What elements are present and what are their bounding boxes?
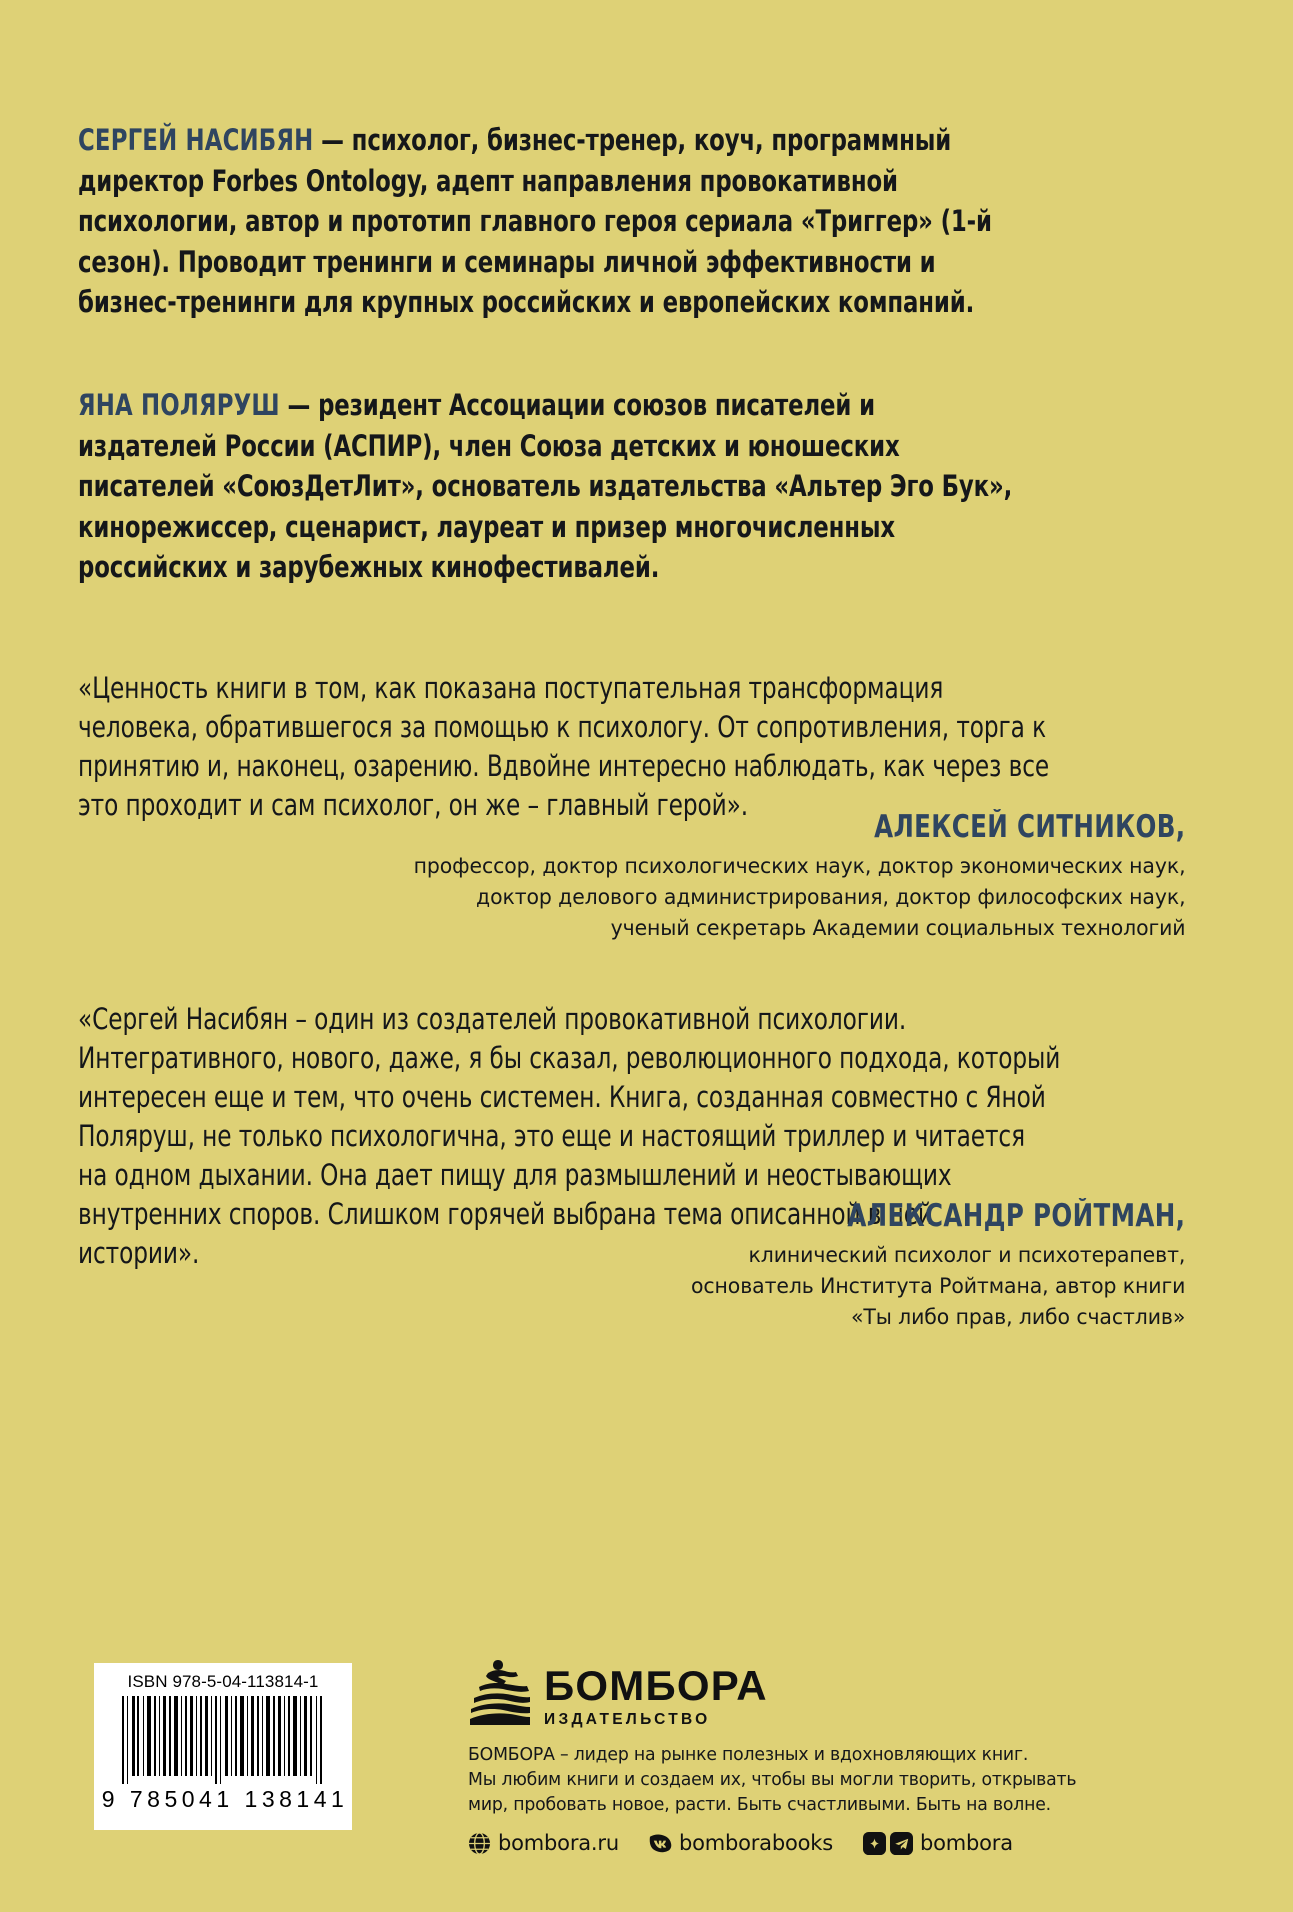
author-name-nasibyan: СЕРГЕЙ НАСИБЯН [78, 123, 314, 157]
telegram-icon [890, 1832, 913, 1855]
publisher-blurb-line-3: мир, пробовать новое, расти. Быть счастливыми. Быть на волне. [468, 1794, 1051, 1815]
social-messengers[interactable] [863, 1831, 1013, 1855]
social-icon-pair [863, 1832, 913, 1855]
reviewer-role-sitnikov-line-2: доктор делового администрирования, доктор философских наук, [475, 885, 1185, 910]
social-messengers-label: bombora [919, 1831, 1013, 1855]
author-bio-text-nasibyan: — психолог, бизнес-тренер, коуч, программный директор Forbes Ontology, адепт направления провокативной психологии, автор и прототип главного героя сериала «Триггер» (1-й сезон). Проводит тренинги и семинары личной эффективности и бизнес-тренинги для крупных российских и европейских компаний. [78, 123, 992, 319]
reviewer-role-roytman-line-2: основатель Института Ройтмана, автор книги [690, 1274, 1185, 1299]
reviewer-name-roytman: АЛЕКСАНДР РОЙТМАН, [847, 1198, 1185, 1234]
social-vk[interactable] [649, 1831, 833, 1855]
isbn-barcode-block [94, 1663, 352, 1830]
publisher-logo-row [468, 1657, 1168, 1729]
publisher-block [468, 1657, 1168, 1855]
barcode-bars-icon [120, 1696, 326, 1784]
social-website[interactable] [468, 1831, 619, 1855]
review-attribution-1 [373, 809, 1185, 944]
review-quote-2: «Сергей Насибян – один из создателей провокативной психологии. Интегративного, нового, даже, я бы сказал, революционного подхода, который интересен еще и тем, что очень системен. Книга, созданная совместно с Яной Поляруш, не только психологична, это еще и настоящий триллер и читается на одном дыхании. Она дает пищу для размышлений и неостывающих внутренних споров. Слишком горячей выбрана тема описанной в ней истории». [78, 1002, 1061, 1270]
publisher-socials [468, 1831, 1168, 1855]
author-bio-nasibyan [78, 120, 1017, 323]
reviewer-role-sitnikov-line-3: ученый секретарь Академии социальных технологий [610, 916, 1185, 941]
isbn-text: ISBN 978-5-04-113814-1 [127, 1672, 319, 1691]
vk-icon [649, 1832, 672, 1855]
review-attribution-2 [665, 1198, 1185, 1333]
bombora-surfer-wave-icon [468, 1657, 530, 1729]
reviewer-role-roytman-line-1: клинический психолог и психотерапевт, [748, 1243, 1185, 1268]
author-bio-polyarush [78, 385, 1017, 588]
publisher-blurb-line-2: Мы любим книги и создаем их, чтобы вы могли творить, открывать [468, 1769, 1077, 1790]
author-bio-text-polyarush: — резидент Ассоциации союзов писателей и издателей России (АСПИР), член Союза детских и юношеских писателей «СоюзДетЛит», основатель издательства «Альтер Эго Бук», кинорежиссер, сценарист, лауреат и призер многочисленных российских и зарубежных кинофестивалей. [78, 388, 1013, 584]
zen-icon [863, 1832, 886, 1855]
reviewer-role-sitnikov-line-1: профессор, доктор психологических наук, доктор экономических наук, [413, 854, 1185, 879]
author-name-polyarush: ЯНА ПОЛЯРУШ [78, 388, 280, 422]
social-vk-label: bomborabooks [678, 1831, 833, 1855]
globe-icon [468, 1832, 491, 1855]
barcode-digits: 9 785041 138141 [101, 1786, 349, 1812]
publisher-subtitle: ИЗДАТЕЛЬСТВО [544, 1711, 711, 1728]
reviewer-role-roytman-line-3: «Ты либо прав, либо счастлив» [850, 1305, 1185, 1330]
reviewer-name-sitnikov: АЛЕКСЕЙ СИТНИКОВ, [873, 809, 1185, 845]
publisher-blurb [468, 1742, 1140, 1817]
publisher-name: БОМБОРА [544, 1662, 768, 1709]
publisher-wordmark [544, 1657, 768, 1729]
review-quote-1: «Ценность книги в том, как показана поступательная трансформация человека, обратившегося за помощью к психологу. От сопротивления, торга к принятию и, наконец, озарению. Вдвойне интересно наблюдать, как через все это проходит и сам психолог, он же – главный герой». [78, 671, 1050, 822]
publisher-blurb-line-1: БОМБОРА – лидер на рынке полезных и вдохновляющих книг. [468, 1744, 1029, 1765]
social-website-label: bombora.ru [498, 1831, 619, 1855]
